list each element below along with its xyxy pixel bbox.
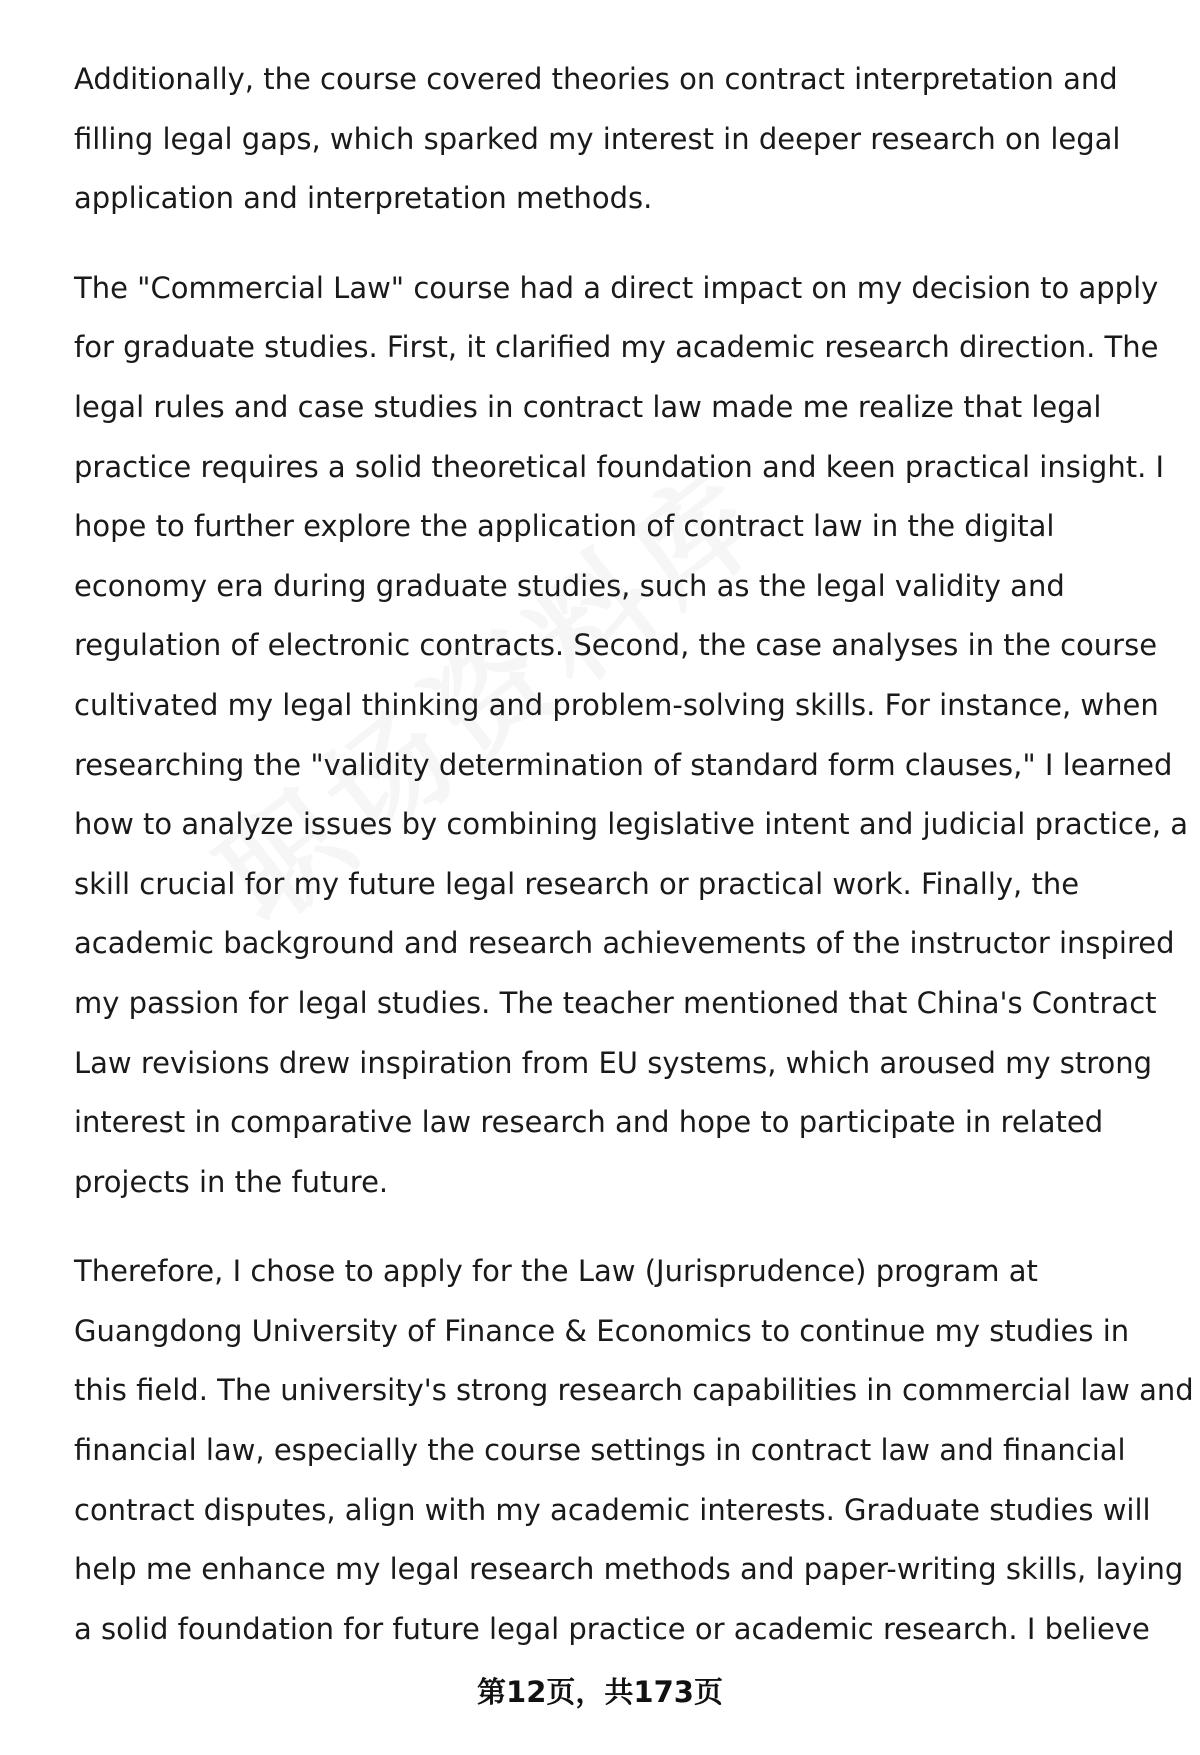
page-indicator: 第12页，共173页 xyxy=(477,1675,723,1709)
text-line: Therefore, I chose to apply for the Law (Jurisprudence) program at xyxy=(74,1254,1038,1289)
text-line: projects in the future. xyxy=(74,1164,389,1199)
paragraph-1 xyxy=(74,50,1160,229)
paragraph-3 xyxy=(74,1242,1194,1659)
text-line: contract disputes, align with my academic interests. Graduate studies will xyxy=(74,1492,1151,1527)
text-line: Guangdong University of Finance & Economics to continue my studies in xyxy=(74,1313,1130,1348)
text-line: practice requires a solid theoretical foundation and keen practical insight. I xyxy=(74,449,1165,484)
text-line: my passion for legal studies. The teacher mentioned that China's Contract xyxy=(74,985,1157,1020)
text-line: regulation of electronic contracts. Second, the case analyses in the course xyxy=(74,628,1158,663)
text-line: Law revisions drew inspiration from EU systems, which aroused my strong xyxy=(74,1045,1153,1080)
text-line: The "Commercial Law" course had a direct impact on my decision to apply xyxy=(74,270,1159,305)
text-line: interest in comparative law research and hope to participate in related xyxy=(74,1105,1104,1140)
text-line: academic background and research achievements of the instructor inspired xyxy=(74,926,1175,961)
text-line: application and interpretation methods. xyxy=(74,181,653,216)
text-line: filling legal gaps, which sparked my interest in deeper research on legal xyxy=(74,121,1121,156)
text-line: help me enhance my legal research methods and paper-writing skills, laying xyxy=(74,1552,1184,1587)
text-line: economy era during graduate studies, such as the legal validity and xyxy=(74,568,1065,603)
text-line: researching the "validity determination of standard form clauses," I learned xyxy=(74,747,1173,782)
text-line: a solid foundation for future legal practice or academic research. I believe xyxy=(74,1611,1150,1646)
text-line: cultivated my legal thinking and problem-solving skills. For instance, when xyxy=(74,687,1159,722)
text-line: hope to further explore the application of contract law in the digital xyxy=(74,509,1055,544)
text-line: skill crucial for my future legal research or practical work. Finally, the xyxy=(74,866,1080,901)
text-line: how to analyze issues by combining legislative intent and judicial practice, a xyxy=(74,807,1189,842)
text-line: this field. The university's strong research capabilities in commercial law and xyxy=(74,1373,1194,1408)
text-line: for graduate studies. First, it clarified my academic research direction. The xyxy=(74,330,1159,365)
text-line: Additionally, the course covered theories on contract interpretation and xyxy=(74,62,1118,96)
paragraph-2 xyxy=(74,259,1189,1213)
document-body xyxy=(74,50,1194,1689)
text-line: legal rules and case studies in contract law made me realize that legal xyxy=(74,389,1102,424)
text-line: financial law, especially the course settings in contract law and financial xyxy=(74,1433,1126,1468)
